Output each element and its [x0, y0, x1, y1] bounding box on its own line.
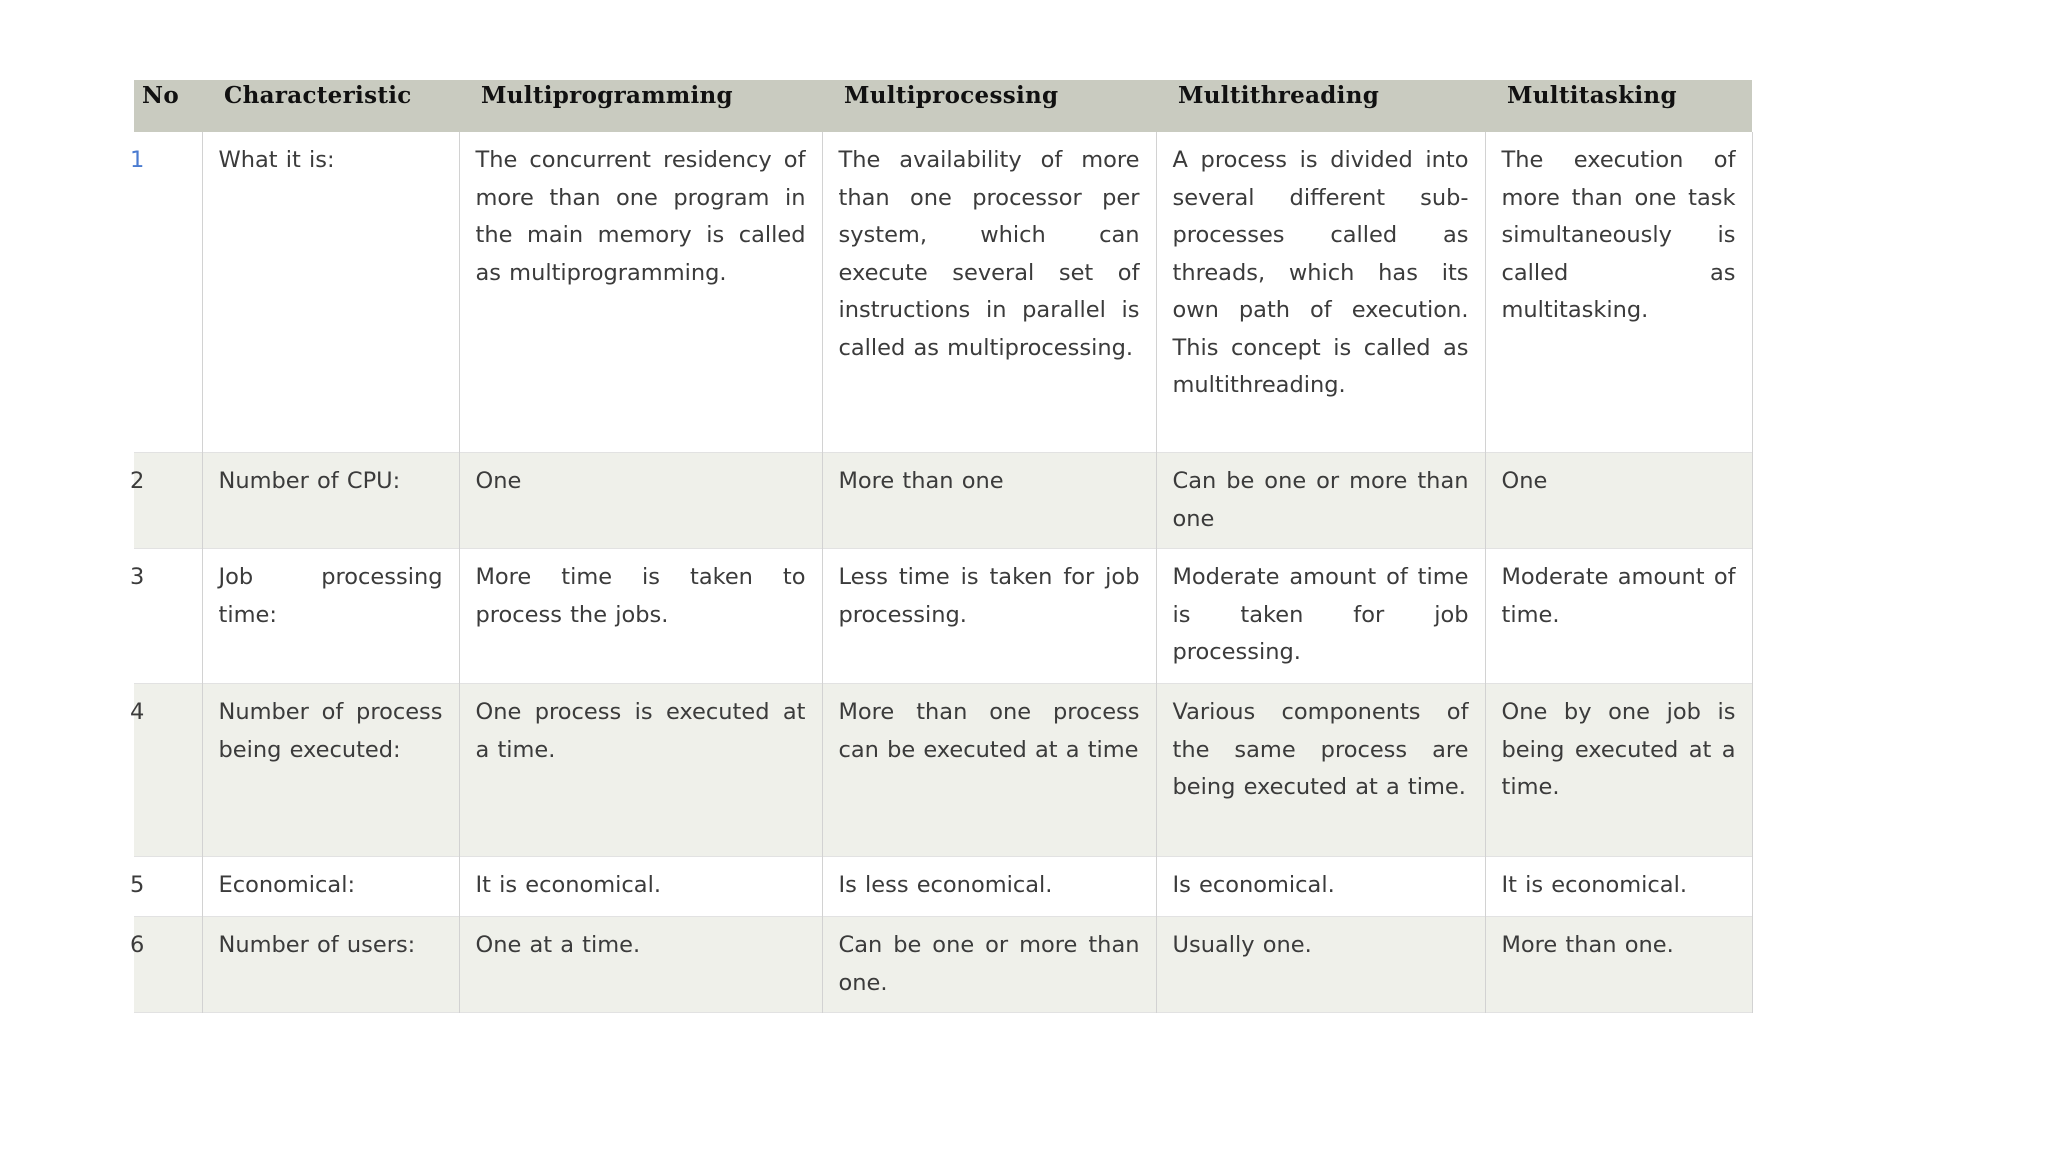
- header-no: No: [134, 80, 202, 132]
- header-multiprocessing: Multiprocessing: [822, 80, 1156, 132]
- cell-multithreading: Can be one or more than one: [1156, 453, 1485, 549]
- table-row: [134, 132, 1752, 453]
- table-body: [130, 132, 1752, 1013]
- cell-characteristic: Economical:: [202, 857, 459, 917]
- cell-multithreading: Various components of the same process are being executed at a time.: [1156, 684, 1485, 857]
- table-row: [134, 453, 1752, 549]
- cell-multiprogramming: The concurrent residency of more than one program in the main memory is called as multiprogramming.: [459, 132, 822, 453]
- cell-multitasking: The execution of more than one task simultaneously is called as multitasking.: [1485, 132, 1752, 453]
- cell-multitasking: One by one job is being executed at a time.: [1485, 684, 1752, 857]
- cell-multiprogramming: One process is executed at a time.: [459, 684, 822, 857]
- cell-multithreading: Moderate amount of time is taken for job processing.: [1156, 549, 1485, 684]
- cell-characteristic: Number of users:: [202, 917, 459, 1013]
- header-characteristic: Characteristic: [202, 80, 459, 132]
- cell-multiprocessing: Less time is taken for job processing.: [822, 549, 1156, 684]
- cell-multiprocessing: More than one process can be executed at a time: [822, 684, 1156, 857]
- cell-multiprocessing: More than one: [822, 453, 1156, 549]
- cell-multitasking: Moderate amount of time.: [1485, 549, 1752, 684]
- cell-multitasking: One: [1485, 453, 1752, 549]
- cell-multithreading: Usually one.: [1156, 917, 1485, 1013]
- comparison-table: [130, 80, 1753, 1013]
- cell-multitasking: More than one.: [1485, 917, 1752, 1013]
- header-multithreading: Multithreading: [1156, 80, 1485, 132]
- cell-multiprogramming: It is economical.: [459, 857, 822, 917]
- header-row: [134, 80, 1752, 132]
- comparison-table-container: [130, 80, 1752, 1013]
- cell-characteristic: Number of process being executed:: [202, 684, 459, 857]
- row-number: 3: [134, 549, 202, 684]
- table-row: [134, 684, 1752, 857]
- row-number: 4: [134, 684, 202, 857]
- header-multitasking: Multitasking: [1485, 80, 1752, 132]
- cell-characteristic: Job processing time:: [202, 549, 459, 684]
- row-number: 5: [134, 857, 202, 917]
- row-number: 6: [134, 917, 202, 1013]
- cell-multithreading: A process is divided into several different sub-processes called as threads, which has its own path of execution. This concept is called as multithreading.: [1156, 132, 1485, 453]
- cell-multiprocessing: Can be one or more than one.: [822, 917, 1156, 1013]
- header-multiprogramming: Multiprogramming: [459, 80, 822, 132]
- row-number: 1: [134, 132, 202, 453]
- cell-characteristic: What it is:: [202, 132, 459, 453]
- table-row: [134, 917, 1752, 1013]
- cell-characteristic: Number of CPU:: [202, 453, 459, 549]
- table-row: [134, 857, 1752, 917]
- cell-multiprogramming: More time is taken to process the jobs.: [459, 549, 822, 684]
- cell-multiprogramming: One at a time.: [459, 917, 822, 1013]
- row-number: 2: [134, 453, 202, 549]
- cell-multiprocessing: Is less economical.: [822, 857, 1156, 917]
- cell-multiprogramming: One: [459, 453, 822, 549]
- cell-multitasking: It is economical.: [1485, 857, 1752, 917]
- table-header: [134, 80, 1752, 132]
- table-row: [134, 549, 1752, 684]
- cell-multiprocessing: The availability of more than one processor per system, which can execute several set of instructions in parallel is called as multiprocessing.: [822, 132, 1156, 453]
- cell-multithreading: Is economical.: [1156, 857, 1485, 917]
